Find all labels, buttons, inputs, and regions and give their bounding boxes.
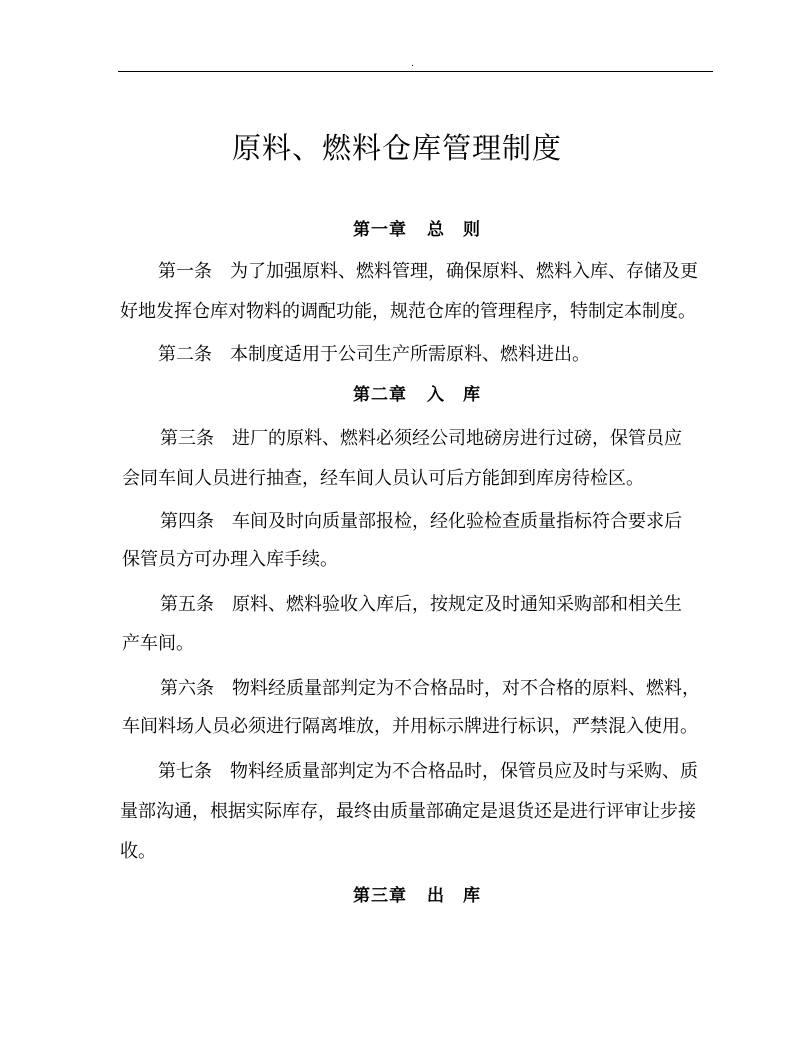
article-line: 收。 bbox=[120, 841, 156, 862]
article-first-line bbox=[160, 593, 682, 617]
chapter-heading bbox=[0, 884, 794, 908]
article-text: 为了加强原料、燃料管理，确保原料、燃料入库、存储及更 bbox=[230, 261, 698, 282]
article-label: 第四条 bbox=[160, 511, 214, 532]
article-first-line bbox=[160, 677, 700, 701]
article-first-line bbox=[158, 260, 698, 284]
article-label: 第三条 bbox=[160, 428, 214, 449]
article-label: 第六条 bbox=[160, 678, 214, 699]
article-text: 本制度适用于公司生产所需原料、燃料进出。 bbox=[230, 344, 590, 365]
article-text: 原料、燃料验收入库后，按规定及时通知采购部和相关生 bbox=[232, 594, 682, 615]
article-line: 好地发挥仓库对物料的调配功能，规范仓库的管理程序，特制定本制度。 bbox=[120, 301, 696, 322]
chapter-name: 总 则 bbox=[427, 220, 481, 240]
article-text: 进厂的原料、燃料必须经公司地磅房进行过磅，保管员应 bbox=[232, 428, 682, 449]
article-label: 第二条 bbox=[158, 344, 212, 365]
article-first-line bbox=[158, 760, 698, 784]
header-rule bbox=[118, 71, 713, 72]
article-line: 会同车间人员进行抽查，经车间人员认可后方能卸到库房待检区。 bbox=[122, 468, 644, 489]
chapter-name: 入 库 bbox=[427, 385, 481, 405]
article-line: 保管员方可办理入库手续。 bbox=[122, 549, 338, 570]
article-label: 第五条 bbox=[160, 594, 214, 615]
chapter-number: 第一章 bbox=[353, 220, 407, 240]
chapter-number: 第二章 bbox=[353, 385, 407, 405]
article-text: 物料经质量部判定为不合格品时，保管员应及时与采购、质 bbox=[230, 761, 698, 782]
article-first-line bbox=[160, 427, 682, 451]
article-first-line bbox=[158, 343, 590, 367]
article-label: 第一条 bbox=[158, 261, 212, 282]
chapter-number: 第三章 bbox=[353, 886, 407, 906]
article-line: 产车间。 bbox=[122, 633, 194, 654]
header-mark: . bbox=[411, 59, 414, 69]
chapter-heading bbox=[0, 218, 794, 242]
article-line: 量部沟通，根据实际库存，最终由质量部确定是退货还是进行评审让步接 bbox=[120, 801, 696, 822]
chapter-heading bbox=[0, 383, 794, 407]
chapter-name: 出 库 bbox=[427, 886, 481, 906]
article-text: 物料经质量部判定为不合格品时，对不合格的原料、燃料， bbox=[232, 678, 700, 699]
article-first-line bbox=[160, 510, 682, 534]
article-text: 车间及时向质量部报检，经化验检查质量指标符合要求后 bbox=[232, 511, 682, 532]
article-label: 第七条 bbox=[158, 761, 212, 782]
article-line: 车间料场人员必须进行隔离堆放，并用标示牌进行标识，严禁混入使用。 bbox=[122, 716, 698, 737]
document-title: 原料、燃料仓库管理制度 bbox=[231, 131, 562, 165]
